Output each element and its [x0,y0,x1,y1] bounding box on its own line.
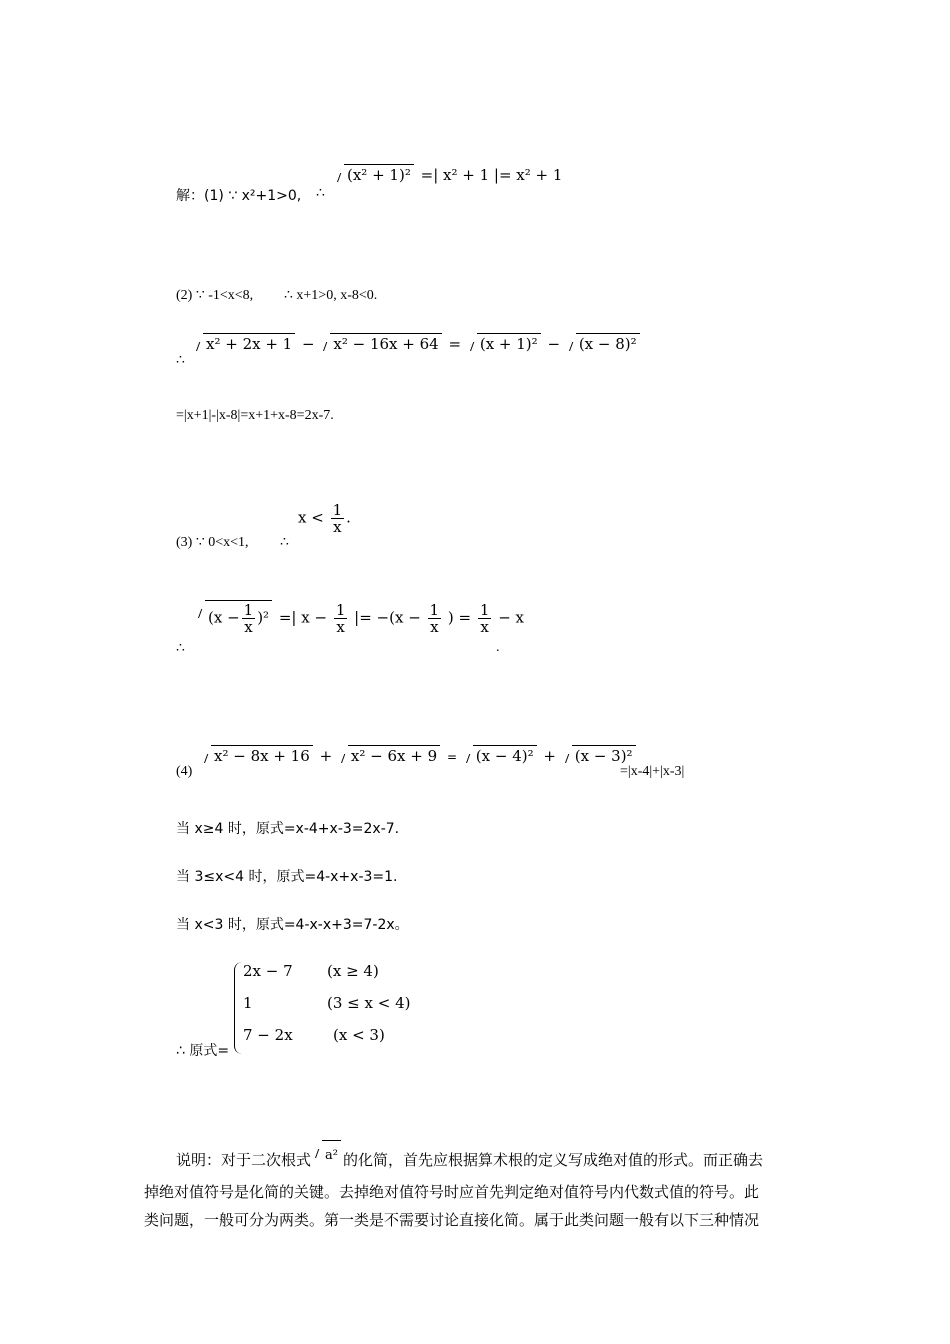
part2-result: =|x+1|-|x-8|=x+1+x-8=2x-7. [176,408,334,423]
note-line-1: 说明：对于二次根式 a² 的化简，首先应根据算术根的定义写成绝对值的形式。而正确去 [176,1140,763,1174]
piece-2-cond: (3 ≤ x < 4) [327,994,411,1012]
case-3: 当 x<3 时，原式=4-x-x+3=7-2x。 [176,917,409,933]
therefore-symbol: ∴ [280,535,289,550]
sqrt-radical [333,164,414,184]
note-line-2: 掉绝对值符号是化简的关键。去掉绝对值符号时应首先判定绝对值符号内代数式值的符号。此 [144,1183,760,1201]
final-label: ∴ 原式= [176,1043,230,1059]
part2-condition-2: ∴ x+1>0, x-8<0. [284,288,378,303]
sqrt-radical: a² [311,1140,341,1170]
piece-3-cond: (x < 3) [333,1026,385,1044]
part2-condition: (2) ∵ -1<x<8, [176,288,254,303]
sqrt-radical: (x − 8)² [565,333,640,353]
case-2: 当 3≤x<4 时，原式=4-x+x-3=1. [176,869,398,885]
sqrt-radical: x² − 16x + 64 [319,333,441,353]
left-brace [234,962,243,1054]
piece-1-cond: (x ≥ 4) [327,962,379,980]
part4-label: (4) [176,764,193,779]
sqrt-radical: (x + 1)² [466,333,541,353]
sqrt-radical: x² − 6x + 9 [337,745,440,765]
piece-3-expr: 7 − 2x [243,1026,293,1044]
part1-rhs: =| x² + 1 |= x² + 1 [420,166,563,184]
part3-inequality: x < $\frac{1}{x}$ . [298,501,351,536]
part2-equation: x² + 2x + 1 − x² − 16x + 64 = (x + 1)² − (x − 8)² [192,333,642,353]
sqrt-radical: (x − $\frac{1}{x}$ )² [194,600,272,635]
case-1: 当 x≥4 时，原式=x-4+x-3=2x-7. [176,821,400,837]
part4-result: =|x-4|+|x-3| [620,764,685,779]
part3-condition: (3) ∵ 0<x<1, [176,535,249,550]
sqrt-radical: (x − 3)² [561,745,636,765]
therefore-symbol: ∴ [176,641,185,656]
part4-equation: x² − 8x + 16 + x² − 6x + 9 = (x − 4)² + (x − 3)² [200,745,638,765]
note-line-3: 类问题，一般可分为两类。第一类是不需要讨论直接化简。属于此类问题一般有以下三种情况 [144,1211,760,1229]
therefore-symbol: ∴ [176,353,185,368]
piece-2-expr: 1 [243,994,253,1012]
period: . [496,640,500,655]
sqrt-radical: x² − 8x + 16 [200,745,313,765]
part1-equation [333,164,562,184]
therefore-symbol: ∴ [316,186,325,201]
part3-equation: (x − $\frac{1}{x}$ )² =| x − $\frac{1}{x}$ |= −(x − $\frac{1}{x}$ ) = $\frac{1}{x}$ − x [194,600,524,635]
part1-condition: 解：(1) ∵ x²+1>0, [176,188,302,204]
sqrt-radical: (x − 4)² [462,745,537,765]
fraction: $\frac{1}{x}$ [332,501,343,536]
sqrt-radical: x² + 2x + 1 [192,333,295,353]
piece-1-expr: 2x − 7 [243,962,293,980]
radicand: (x² + 1)² [344,164,414,184]
